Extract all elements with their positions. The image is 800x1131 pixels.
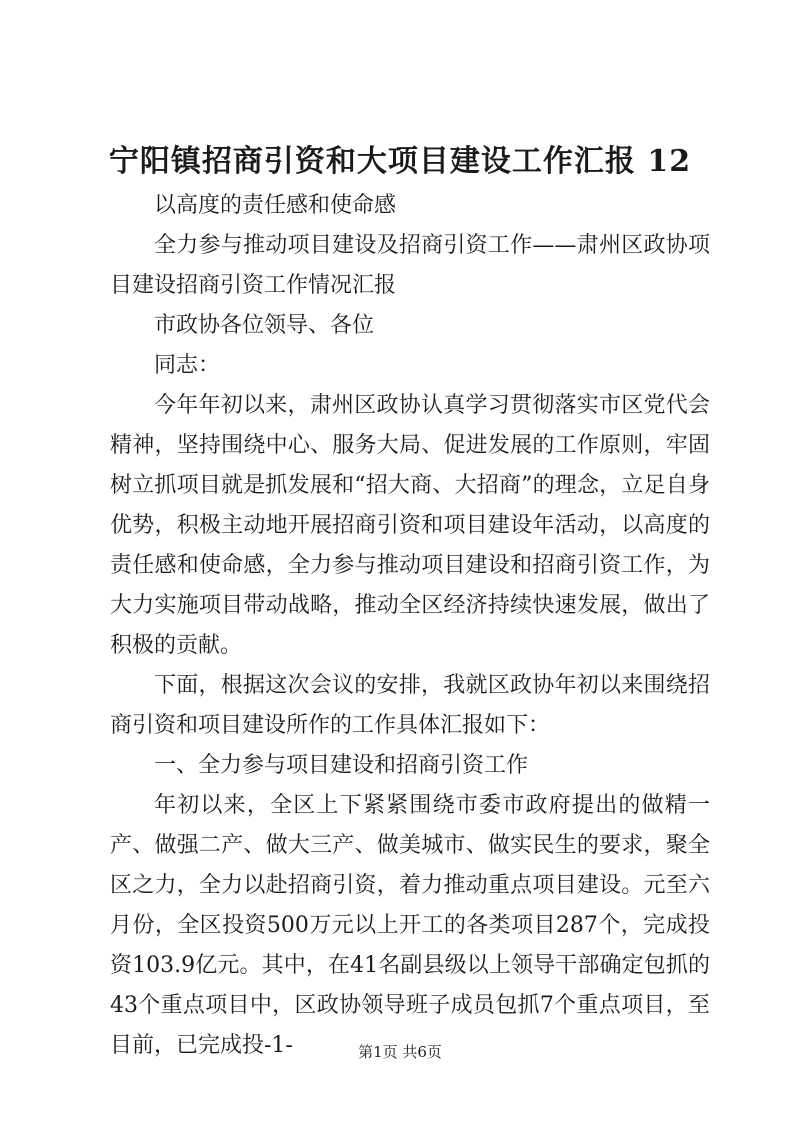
paragraph-2: 全力参与推动项目建设及招商引资工作——肃州区政协项目建设招商引资工作情况汇报 bbox=[110, 233, 710, 298]
paragraph-5: 今年年初以来，肃州区政协认真学习贯彻落实市区党代会精神，坚持围绕中心、服务大局、促进发展的工作原则，牢固树立抓项目就是抓发展和“招大商、大招商”的理念，立足自身优势，积极主动地开展招商引资和项目建设年活动，以高度的责任感和使命感，全力参与推动项目建设和招商引资工作，为大力实施项目带动战略，推动全区经济持续快速发展，做出了积极的贡献。 bbox=[110, 393, 710, 658]
paragraph-6: 下面，根据这次会议的安排，我就区政协年初以来围绕招商引资和项目建设所作的工作具体汇报如下： bbox=[110, 673, 710, 738]
section-heading-1: 一、全力参与项目建设和招商引资工作 bbox=[154, 753, 529, 778]
document-body bbox=[110, 186, 710, 1066]
paragraph-7: 年初以来，全区上下紧紧围绕市委市政府提出的做精一产、做强二产、做大三产、做美城市、做实民生的要求，聚全区之力，全力以赴招商引资，着力推动重点项目建设。元至六月份，全区投资500万元以上开工的各类项目287个，完成投资103.9亿元。其中，在41名副县级以上领导干部确定包抓的43个重点项目中，区政协领导班子成员包抓7个重点项目，至目前，已完成投-1- bbox=[110, 793, 710, 1058]
paragraph-3: 市政协各位领导、各位 bbox=[154, 313, 375, 338]
page-footer: 第1页 共6页 bbox=[358, 1043, 442, 1061]
document-title: 宁阳镇招商引资和大项目建设工作汇报 12 bbox=[108, 144, 692, 179]
paragraph-4: 同志： bbox=[154, 353, 221, 378]
paragraph-1: 以高度的责任感和使命感 bbox=[154, 193, 397, 218]
